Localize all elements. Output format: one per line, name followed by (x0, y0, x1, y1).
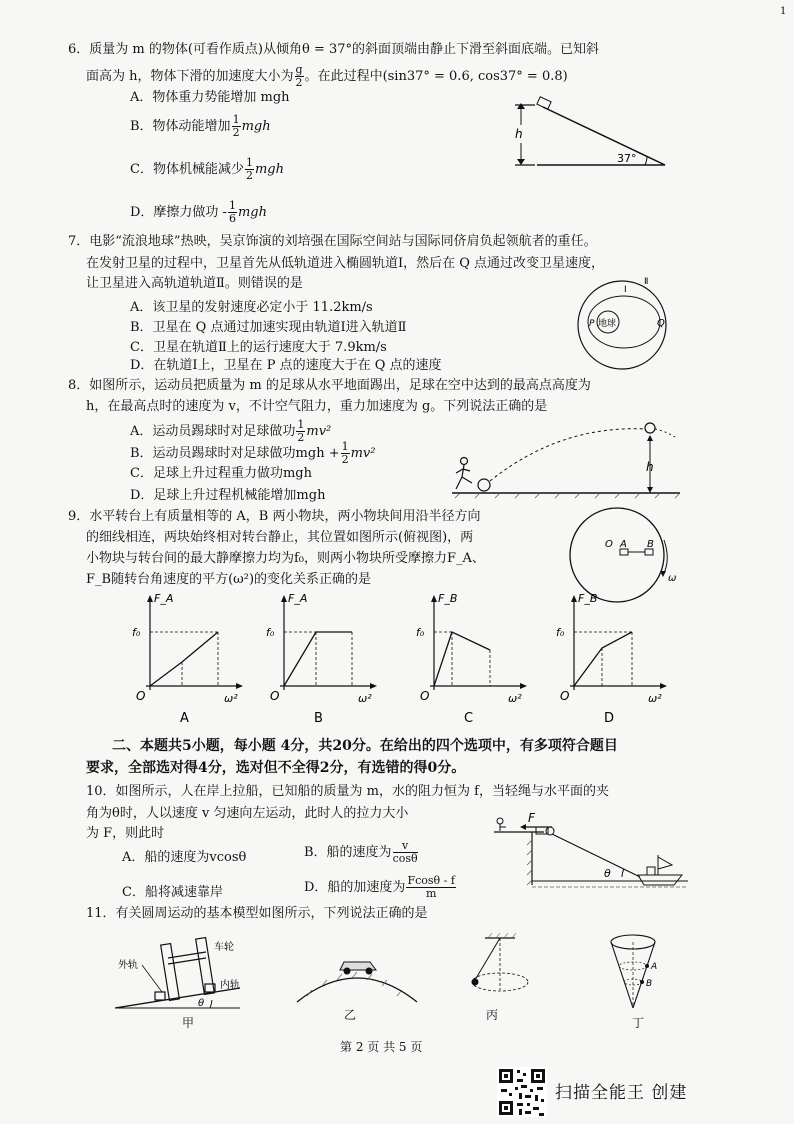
q8-line-2: h，在最高点时的速度为 v，不计空气阻力，重力加速度为 g。下列说法正确的是 (86, 399, 548, 414)
origin-label: O (270, 689, 280, 703)
q9-line-1: 9．水平转台上有质量相等的 A，B 两小物块，两小物块间用沿半径方向 (68, 509, 481, 524)
y-axis-label: F_B (438, 592, 458, 605)
q11-caption-ding: 丁 (632, 1016, 645, 1030)
q6-option-c: C．物体机械能减少 $\frac{1}{2}$ mgh (130, 156, 284, 182)
q7-option-c: C．卫星在轨道Ⅱ上的运行速度大于 7.9km/s (130, 340, 387, 355)
x-axis-arrow (660, 683, 667, 689)
page-number: 第 2 页 共 5 页 (340, 1040, 423, 1054)
q6-line-2: 面高为 h，物体下滑的加速度大小为 $\frac{g}{2}$ 。在此过程中(sin37° = 0.6, cos37° = 0.8) (86, 63, 568, 89)
q11-caption-yi: 乙 (344, 1008, 357, 1022)
q11-outer-rail-label: 外轨 (118, 960, 138, 971)
y-axis-arrow (571, 595, 577, 602)
q10-fig-theta-label: θ (604, 867, 611, 880)
q11-ding-b-label: B (646, 979, 653, 989)
y-axis-arrow (281, 595, 287, 602)
q9-graph-c (412, 590, 532, 726)
y-axis-label: F_B (578, 592, 598, 605)
q7-line-3: 让卫星进入高轨道轨道Ⅱ。则错误的是 (86, 276, 303, 291)
q9-graph-d (552, 590, 672, 726)
section-2-heading-1: 二、本题共5小题，每小题 4分，共20分。在给出的四个选项中，有多项符合题目 (112, 738, 618, 754)
x-axis-label: ω² (224, 692, 238, 705)
q9-graph-b (262, 590, 382, 726)
q6-option-d: D．摩擦力做功 - $\frac{1}{6}$ mgh (130, 199, 267, 225)
scanner-brand-label: 扫描全能王 创建 (555, 1083, 688, 1103)
q7-q-label: Q (657, 318, 665, 329)
q7-earth-label: 地球 (598, 319, 617, 329)
q8-football-figure (450, 415, 682, 500)
q10-line-3: 为 F，则此时 (86, 826, 165, 841)
q9-fig-omega-label: ω (668, 573, 677, 584)
q11-figure-jia (110, 928, 270, 1018)
q11-wheel-label: 车轮 (214, 942, 234, 953)
q8-option-c: C．足球上升过程重力做功mgh (130, 466, 312, 481)
f0-tick-label: f₀ (556, 626, 565, 639)
q6-incline-figure (505, 95, 675, 175)
q11-figure-ding (605, 928, 665, 1020)
y-axis-arrow (431, 595, 437, 602)
q9-fig-b-label: B (647, 539, 654, 550)
q7-orbit-i-label: Ⅰ (624, 285, 627, 295)
q11-jia-theta-label: θ (198, 998, 205, 1009)
x-axis-label: ω² (648, 692, 662, 705)
q10-option-b: B．船的速度为 $\frac{v}{\cos\theta}$ (304, 839, 418, 865)
f0-tick-label: f₀ (416, 626, 425, 639)
q10-option-a: A．船的速度为vcosθ (122, 850, 247, 865)
q8-line-1: 8．如图所示，运动员把质量为 m 的足球从水平地面踢出，足球在空中达到的最高点高度为 (68, 378, 591, 393)
corner-mark: 1 (780, 6, 787, 17)
q6-block (537, 97, 551, 109)
q6-fig-angle-label: 37° (617, 152, 637, 165)
q11-figure-yi (292, 940, 422, 1010)
trajectory (490, 429, 645, 481)
q11-caption-jia: 甲 (182, 1016, 195, 1030)
q8-option-b: B．运动员踢球时对足球做功mgh + $\frac{1}{2}$ mv² (130, 440, 376, 466)
q11-figure-bing (455, 932, 555, 1007)
q9-graph-a (128, 590, 248, 726)
q10-man (497, 818, 506, 831)
x-axis-label: ω² (358, 692, 372, 705)
q7-orbit-ii-label: Ⅱ (644, 277, 649, 287)
q8-option-d: D．足球上升过程机械能增加mgh (130, 488, 326, 503)
graph-caption: A (180, 711, 189, 726)
q10-line-1: 10．如图所示，人在岸上拉船，已知船的质量为 m，水的阻力恒为 f，当轻绳与水平面的夹 (86, 784, 609, 799)
y-axis-label: F_A (288, 592, 308, 605)
q6-line-1: 6．质量为 m 的物体(可看作质点)从倾角θ = 37°的斜面顶端由静止下滑至斜面底端。已知斜 (68, 42, 600, 57)
q10-line-2: 角为θ时，人以速度 v 匀速向左运动，此时人的拉力大小 (86, 806, 409, 821)
x-axis-arrow (370, 683, 377, 689)
q7-option-a: A．该卫星的发射速度必定小于 11.2km/s (130, 300, 373, 315)
origin-label: O (420, 689, 430, 703)
f0-tick-label: f₀ (132, 626, 141, 639)
friction-curve (150, 632, 218, 686)
friction-curve (574, 632, 632, 686)
q6-accel-fraction: $\frac{g}{2}$ (295, 63, 303, 89)
q7-option-b: B．卫星在 Q 点通过加速实现由轨道Ⅰ进入轨道Ⅱ (130, 320, 407, 335)
friction-curve (284, 632, 352, 686)
q7-orbit-figure (570, 275, 680, 375)
y-axis-arrow (147, 595, 153, 602)
football (478, 479, 490, 491)
q9-line-3: 小物块与转台间的最大静摩擦力均为f₀，则两小物块所受摩擦力F_A、 (86, 551, 485, 566)
graph-caption: D (604, 711, 615, 726)
q10-option-d: D．船的加速度为 $\frac{Fcos\theta - f}{m}$ (304, 874, 455, 900)
q7-p-label: P (589, 319, 595, 329)
friction-curve (434, 632, 490, 686)
origin-label: O (560, 689, 570, 703)
q7-option-d: D．在轨道Ⅰ上，卫星在 P 点的速度大于在 Q 点的速度 (130, 358, 442, 373)
q7-line-2: 在发射卫星的过程中，卫星首先从低轨道进入椭圆轨道Ⅰ，然后在 Q 点通过改变卫星速度， (86, 256, 605, 271)
qr-code-icon (497, 1067, 547, 1117)
q11-caption-bing: 丙 (486, 1008, 499, 1022)
q10-option-c: C．船将减速靠岸 (122, 885, 223, 900)
q6-option-b: B．物体动能增加 $\frac{1}{2}$ mgh (130, 113, 271, 139)
q11-car (340, 962, 376, 974)
q9-line-2: 的细线相连，两块始终相对转台静止，其位置如图所示(俯视图)，两 (86, 530, 474, 545)
q6-option-a: A．物体重力势能增加 mgh (130, 90, 290, 105)
f0-tick-label: f₀ (266, 626, 275, 639)
q9-fig-a-label: A (620, 539, 627, 550)
q11-ding-a-label: A (651, 962, 658, 972)
origin-label: O (136, 689, 146, 703)
x-axis-arrow (520, 683, 527, 689)
q11-line-1: 11．有关圆周运动的基本模型如图所示，下列说法正确的是 (86, 906, 428, 921)
q10-boat-figure (492, 805, 692, 897)
x-axis-label: ω² (508, 692, 522, 705)
graph-caption: C (464, 711, 474, 726)
q11-inner-rail-label: 内轨 (220, 980, 240, 991)
y-axis-label: F_A (154, 592, 174, 605)
q8-fig-h-label: h (646, 460, 654, 474)
q9-line-4: F_B随转台角速度的平方(ω²)的变化关系正确的是 (86, 572, 372, 587)
kicker-figure (456, 458, 472, 490)
q7-line-1: 7．电影“流浪地球”热映，吴京饰演的刘培强在国际空间站与国际同侪肩负起领航者的重任。 (68, 234, 597, 249)
section-2-heading-2: 要求，全部选对得4分，选对但不全得2分，有选错的得0分。 (86, 760, 466, 776)
q9-fig-o-label: O (605, 539, 613, 550)
q6-fig-h-label: h (515, 127, 523, 141)
q8-option-a: A．运动员踢球时对足球做功 $\frac{1}{2}$ mv² (130, 418, 332, 444)
q10-fig-f-label: F (528, 811, 535, 825)
x-axis-arrow (236, 683, 243, 689)
graph-caption: B (314, 711, 323, 726)
